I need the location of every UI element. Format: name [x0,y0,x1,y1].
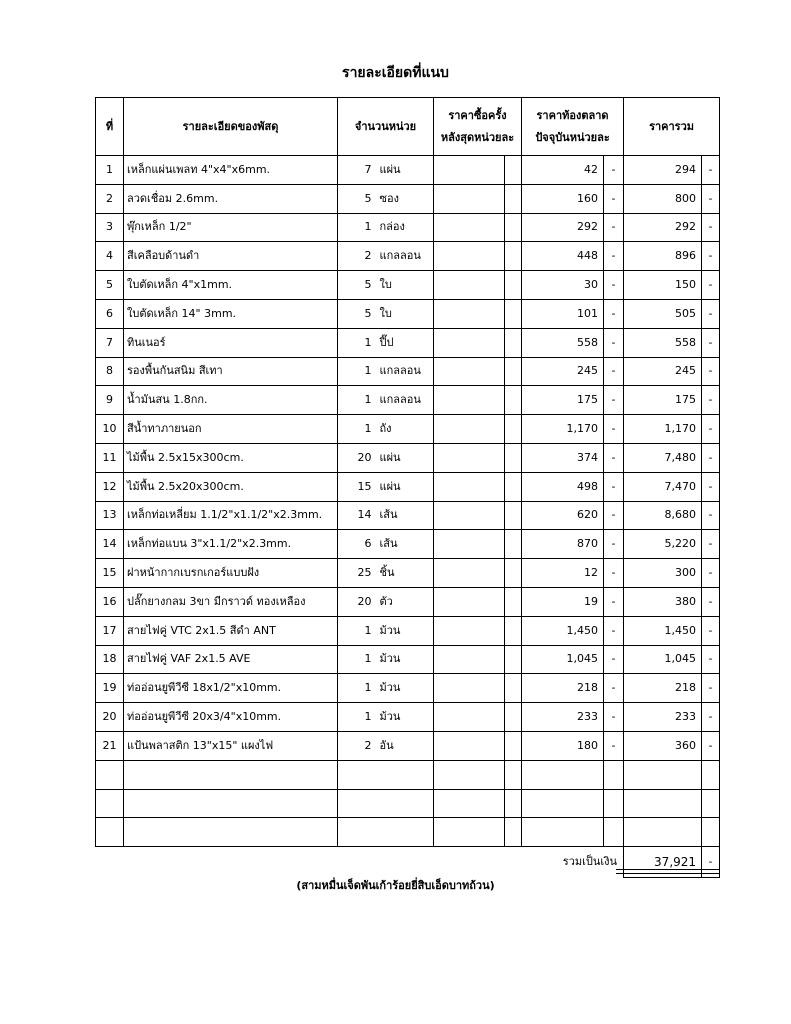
item-description: สายไฟคู่ VAF 2x1.5 AVE [124,645,338,674]
item-quantity: 7 [338,156,376,185]
item-number: 10 [96,415,124,444]
item-description: น้ำมันสน 1.8กก. [124,386,338,415]
item-market-price-satang: - [604,559,624,588]
empty-cell [434,789,505,818]
item-total: 896 [624,242,702,271]
item-market-price-satang: - [604,501,624,530]
item-total: 1,170 [624,415,702,444]
item-last-price [434,299,505,328]
item-market-price-satang: - [604,645,624,674]
item-last-price-satang [505,443,522,472]
table-row [96,242,720,271]
item-market-price-satang: - [604,242,624,271]
item-description: ทินเนอร์ [124,328,338,357]
item-market-price: 245 [522,357,604,386]
header-last-price-line1: ราคาซื้อครั้ง [448,108,507,122]
empty-cell [124,818,338,847]
empty-cell [604,760,624,789]
item-number: 20 [96,703,124,732]
item-number: 15 [96,559,124,588]
item-last-price-satang [505,357,522,386]
table-row [96,156,720,185]
item-unit: ม้วน [376,616,434,645]
item-quantity: 25 [338,559,376,588]
item-last-price [434,357,505,386]
item-market-price-satang: - [604,530,624,559]
empty-cell [124,789,338,818]
item-last-price [434,328,505,357]
item-quantity: 1 [338,645,376,674]
table-row [96,184,720,213]
item-unit: ซอง [376,184,434,213]
item-market-price-satang: - [604,587,624,616]
item-quantity: 14 [338,501,376,530]
item-market-price-satang: - [604,443,624,472]
item-description: ไม้พื้น 2.5x15x300cm. [124,443,338,472]
item-last-price [434,213,505,242]
item-total: 233 [624,703,702,732]
empty-cell [376,760,434,789]
item-quantity: 1 [338,213,376,242]
item-number: 4 [96,242,124,271]
header-last-price-line2: หลังสุดหน่วยละ [440,130,515,144]
item-total: 1,450 [624,616,702,645]
item-unit: ชิ้น [376,559,434,588]
item-number: 13 [96,501,124,530]
amount-in-words: (สามหมื่นเจ็ดพันเก้าร้อยยี่สิบเอ็ดบาทถ้วน) [296,879,495,892]
table-row [96,703,720,732]
item-total: 380 [624,587,702,616]
item-description: เหล็กแผ่นเพลท 4"x4"x6mm. [124,156,338,185]
item-quantity: 6 [338,530,376,559]
item-number: 6 [96,299,124,328]
empty-cell [624,818,702,847]
item-market-price-satang: - [604,213,624,242]
item-last-price-satang [505,328,522,357]
item-description: ท่ออ่อนยูพีวีซี 18x1/2"x10mm. [124,674,338,703]
item-description: ปลั๊กยางกลม 3ขา มีกราวด์ ทองเหลือง [124,587,338,616]
empty-cell [338,818,376,847]
header-market-price-line2: ปัจจุบันหน่วยละ [535,130,610,144]
table-row [96,472,720,501]
item-last-price-satang [505,156,522,185]
item-market-price: 870 [522,530,604,559]
item-number: 18 [96,645,124,674]
item-description: ใบตัดเหล็ก 14" 3mm. [124,299,338,328]
table-row [96,501,720,530]
item-total: 5,220 [624,530,702,559]
item-number: 8 [96,357,124,386]
item-total-satang: - [702,386,720,415]
item-number: 17 [96,616,124,645]
item-total-satang: - [702,731,720,760]
item-last-price [434,443,505,472]
item-last-price [434,184,505,213]
empty-cell [376,789,434,818]
item-unit: ใบ [376,271,434,300]
item-market-price-satang: - [604,703,624,732]
item-unit: ม้วน [376,674,434,703]
item-last-price-satang [505,703,522,732]
item-last-price-satang [505,184,522,213]
empty-cell [522,789,604,818]
empty-cell [338,789,376,818]
item-quantity: 1 [338,674,376,703]
item-number: 19 [96,674,124,703]
item-total-satang: - [702,328,720,357]
page-title: รายละเอียดที่แนบ [342,65,449,81]
empty-cell [604,789,624,818]
item-unit: กล่อง [376,213,434,242]
item-total: 558 [624,328,702,357]
header-description: รายละเอียดของพัสดุ [124,98,338,156]
item-market-price: 175 [522,386,604,415]
total-satang: - [702,847,720,878]
item-market-price: 101 [522,299,604,328]
table-row [96,328,720,357]
empty-cell [338,760,376,789]
item-total: 360 [624,731,702,760]
item-market-price: 12 [522,559,604,588]
table-row [96,443,720,472]
item-quantity: 1 [338,328,376,357]
item-number: 14 [96,530,124,559]
item-total-satang: - [702,184,720,213]
header-total: ราคารวม [624,98,720,156]
total-double-underline [616,869,719,874]
item-market-price: 374 [522,443,604,472]
item-last-price [434,415,505,444]
item-market-price: 1,170 [522,415,604,444]
empty-cell [124,760,338,789]
items-table [95,97,720,878]
item-total: 292 [624,213,702,242]
empty-cell [376,818,434,847]
item-total-satang: - [702,501,720,530]
table-row [96,645,720,674]
item-last-price [434,271,505,300]
item-last-price-satang [505,674,522,703]
item-market-price: 19 [522,587,604,616]
empty-cell [522,818,604,847]
item-number: 7 [96,328,124,357]
item-total-satang: - [702,645,720,674]
item-unit: แผ่น [376,472,434,501]
item-market-price: 180 [522,731,604,760]
items-body [96,156,720,878]
item-description: สายไฟคู่ VTC 2x1.5 สีดำ ANT [124,616,338,645]
header-market-price [522,98,624,156]
header-row [96,98,720,156]
item-unit: ตัว [376,587,434,616]
item-total-satang: - [702,213,720,242]
item-description: สีเคลือบด้านดำ [124,242,338,271]
item-total: 1,045 [624,645,702,674]
item-total-satang: - [702,156,720,185]
empty-cell [434,818,505,847]
empty-cell [604,818,624,847]
item-last-price-satang [505,731,522,760]
item-market-price-satang: - [604,616,624,645]
item-number: 11 [96,443,124,472]
item-market-price-satang: - [604,156,624,185]
item-total: 800 [624,184,702,213]
item-quantity: 1 [338,357,376,386]
empty-row [96,789,720,818]
item-total-satang: - [702,299,720,328]
table-row [96,299,720,328]
item-total: 294 [624,156,702,185]
item-last-price-satang [505,559,522,588]
table-row [96,674,720,703]
item-last-price-satang [505,645,522,674]
item-quantity: 15 [338,472,376,501]
item-quantity: 2 [338,731,376,760]
item-description: รองพื้นกันสนิม สีเทา [124,357,338,386]
item-unit: แกลลอน [376,242,434,271]
header-no: ที่ [96,98,124,156]
empty-cell [505,760,522,789]
table-row [96,357,720,386]
table-row [96,213,720,242]
item-last-price [434,616,505,645]
item-last-price [434,587,505,616]
item-number: 1 [96,156,124,185]
item-market-price-satang: - [604,271,624,300]
item-quantity: 5 [338,271,376,300]
item-last-price-satang [505,386,522,415]
item-total-satang: - [702,674,720,703]
empty-cell [96,818,124,847]
item-market-price-satang: - [604,731,624,760]
item-total: 300 [624,559,702,588]
item-last-price [434,242,505,271]
empty-row [96,818,720,847]
empty-cell [96,789,124,818]
item-unit: ใบ [376,299,434,328]
item-market-price: 292 [522,213,604,242]
header-quantity-unit: จำนวนหน่วย [338,98,434,156]
item-market-price-satang: - [604,357,624,386]
item-total: 150 [624,271,702,300]
item-quantity: 1 [338,703,376,732]
item-description: ท่ออ่อนยูพีวีซี 20x3/4"x10mm. [124,703,338,732]
item-description: เหล็กท่อแบน 3"x1.1/2"x2.3mm. [124,530,338,559]
item-total-satang: - [702,357,720,386]
item-last-price [434,731,505,760]
item-last-price-satang [505,530,522,559]
item-market-price: 160 [522,184,604,213]
item-description: ใบตัดเหล็ก 4"x1mm. [124,271,338,300]
table-row [96,559,720,588]
item-total-satang: - [702,242,720,271]
item-market-price-satang: - [604,415,624,444]
item-last-price-satang [505,472,522,501]
item-unit: แผ่น [376,156,434,185]
item-market-price-satang: - [604,386,624,415]
item-market-price-satang: - [604,299,624,328]
item-market-price: 498 [522,472,604,501]
total-value: 37,921 [624,847,702,878]
item-market-price-satang: - [604,184,624,213]
item-last-price [434,501,505,530]
item-market-price: 42 [522,156,604,185]
item-total-satang: - [702,472,720,501]
item-last-price-satang [505,299,522,328]
empty-cell [702,760,720,789]
item-quantity: 5 [338,299,376,328]
item-number: 2 [96,184,124,213]
item-last-price [434,472,505,501]
empty-cell [702,818,720,847]
item-description: ฝาหน้ากากเบรกเกอร์แบบฝัง [124,559,338,588]
item-description: ไม้พื้น 2.5x20x300cm. [124,472,338,501]
item-market-price: 448 [522,242,604,271]
item-description: ลวดเชื่อม 2.6mm. [124,184,338,213]
item-description: พุ๊กเหล็ก 1/2" [124,213,338,242]
item-quantity: 1 [338,386,376,415]
item-description: เหล็กท่อเหลี่ยม 1.1/2"x1.1/2"x2.3mm. [124,501,338,530]
item-unit: ปี๊ป [376,328,434,357]
item-unit: แกลลอน [376,357,434,386]
item-unit: ม้วน [376,645,434,674]
item-total-satang: - [702,616,720,645]
total-label: รวมเป็นเงิน [562,855,618,869]
item-last-price-satang [505,501,522,530]
item-quantity: 1 [338,415,376,444]
empty-cell [702,789,720,818]
item-last-price [434,645,505,674]
item-unit: แผ่น [376,443,434,472]
item-last-price-satang [505,271,522,300]
item-total-satang: - [702,587,720,616]
item-last-price-satang [505,415,522,444]
item-description: แป้นพลาสติก 13"x15" แผงไฟ [124,731,338,760]
item-number: 21 [96,731,124,760]
item-market-price: 1,450 [522,616,604,645]
item-quantity: 1 [338,616,376,645]
table-row [96,271,720,300]
item-last-price-satang [505,213,522,242]
header-market-price-line1: ราคาท้องตลาด [536,108,609,122]
table-row [96,731,720,760]
empty-cell [505,789,522,818]
item-total: 245 [624,357,702,386]
header-last-price [434,98,522,156]
item-description: สีน้ำทาภายนอก [124,415,338,444]
item-number: 12 [96,472,124,501]
table-row [96,587,720,616]
item-market-price-satang: - [604,472,624,501]
item-number: 5 [96,271,124,300]
item-total-satang: - [702,443,720,472]
item-unit: เส้น [376,530,434,559]
item-market-price: 1,045 [522,645,604,674]
item-quantity: 20 [338,587,376,616]
item-unit: ม้วน [376,703,434,732]
table-row [96,616,720,645]
item-market-price: 30 [522,271,604,300]
item-unit: ถัง [376,415,434,444]
item-unit: อัน [376,731,434,760]
item-last-price-satang [505,242,522,271]
item-last-price [434,703,505,732]
table-row [96,386,720,415]
item-last-price [434,156,505,185]
item-market-price-satang: - [604,674,624,703]
item-number: 16 [96,587,124,616]
item-last-price-satang [505,587,522,616]
item-total: 218 [624,674,702,703]
empty-cell [624,760,702,789]
empty-cell [522,760,604,789]
item-total: 175 [624,386,702,415]
item-total-satang: - [702,271,720,300]
empty-cell [434,760,505,789]
item-number: 9 [96,386,124,415]
item-total: 7,480 [624,443,702,472]
item-total: 505 [624,299,702,328]
table-row [96,415,720,444]
item-market-price: 218 [522,674,604,703]
item-market-price: 558 [522,328,604,357]
empty-cell [96,760,124,789]
item-last-price [434,674,505,703]
item-unit: เส้น [376,501,434,530]
item-market-price: 620 [522,501,604,530]
item-number: 3 [96,213,124,242]
item-total: 8,680 [624,501,702,530]
item-market-price-satang: - [604,328,624,357]
empty-row [96,760,720,789]
item-unit: แกลลอน [376,386,434,415]
item-last-price-satang [505,616,522,645]
item-total-satang: - [702,559,720,588]
item-quantity: 5 [338,184,376,213]
item-last-price [434,386,505,415]
empty-cell [624,789,702,818]
table-row [96,530,720,559]
item-total-satang: - [702,703,720,732]
item-market-price: 233 [522,703,604,732]
item-total-satang: - [702,530,720,559]
item-total: 7,470 [624,472,702,501]
empty-cell [505,818,522,847]
item-last-price [434,530,505,559]
item-total-satang: - [702,415,720,444]
item-quantity: 2 [338,242,376,271]
item-quantity: 20 [338,443,376,472]
item-last-price [434,559,505,588]
